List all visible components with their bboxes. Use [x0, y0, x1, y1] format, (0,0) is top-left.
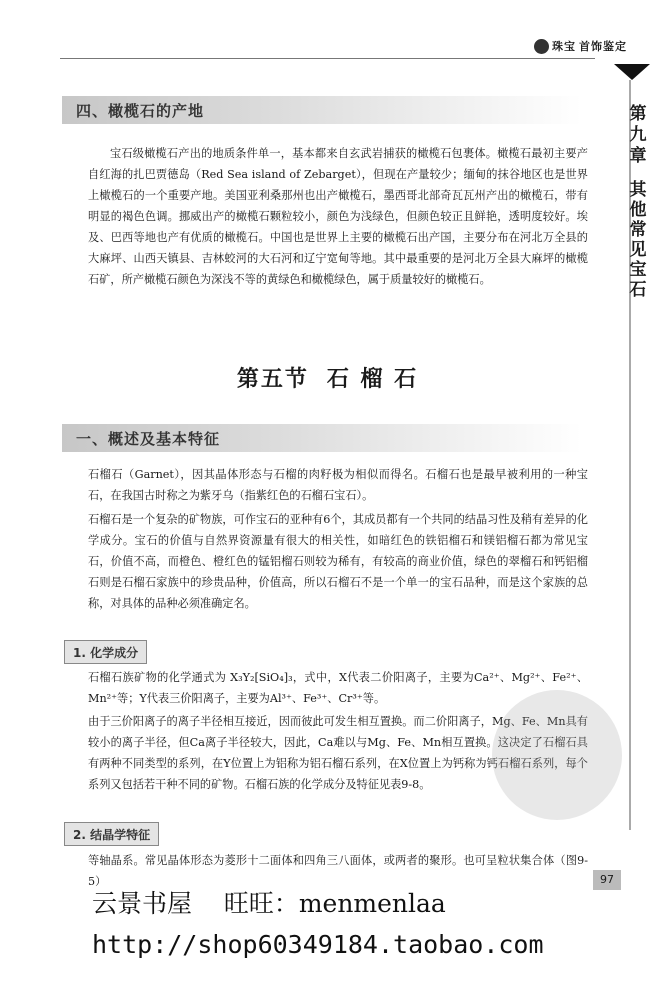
paragraph-garnet-intro: 石榴石（Garnet），因其晶体形态与石榴的肉籽极为相似而得名。石榴石也是最早被利用的一种宝石，在我国古时称之为紫牙乌（指紫红色的石榴石宝石）。	[88, 468, 588, 502]
side-chapter-label: 第九章	[629, 104, 647, 166]
header-divider	[60, 58, 595, 59]
header-book-title: 首饰鉴定	[579, 40, 627, 53]
tag-chemistry: 1. 化学成分	[64, 640, 147, 664]
paragraph-olivine-origin: 宝石级橄榄石产出的地质条件单一，基本都来自玄武岩捕获的橄榄石包裹体。橄榄石最初主要产自红海的扎巴贾德岛（Red Sea island of Zebarget），但现在产量较少；缅甸的抹谷地区也是世界上橄榄石的一个重要产地。美国亚利桑那州也出产橄榄石，墨西哥北部奇瓦瓦州产出的橄榄石，带有明显的褐色色调。挪威出产的橄榄石颗粒较小，颜色为浅绿色，但颜色较正且鲜艳，透明度较好。埃及、巴西等地也产有优质的橄榄石。中国也是世界上主要的橄榄石出产国，主要分布在河北万全县的大麻坪、山西天镇县、吉林蛟河的大石河和辽宁宽甸等地。其中最重要的是河北万全县大麻坪的橄榄石矿，所产橄榄石颜色为深浅不等的黄绿色和橄榄绿色，属于质量较好的橄榄石。	[88, 147, 588, 286]
shop-contact: 旺旺：menmenlaa	[223, 889, 446, 918]
shop-name: 云景书屋	[92, 889, 193, 918]
paragraph-crystal-system: 等轴晶系。常见晶体形态为菱形十二面体和四角三八面体，或两者的聚形。也可呈粒状集合体（图9-5）	[88, 854, 588, 888]
shop-overlay-line	[92, 884, 446, 920]
tag-crystallography: 2. 结晶学特征	[64, 822, 159, 846]
section-name: 石 榴 石	[326, 367, 419, 392]
paragraph-chemical-formula: 石榴石族矿物的化学通式为 X₃Y₂[SiO₄]₃，式中，X代表二价阳离子，主要为Ca²⁺、Mg²⁺、Fe²⁺、Mn²⁺等；Y代表三价阳离子，主要为Al³⁺、Fe³⁺、Cr³⁺等。	[88, 671, 588, 705]
header-badge-label: 珠宝	[552, 40, 576, 53]
paragraph-garnet-family: 石榴石是一个复杂的矿物族，可作宝石的亚种有6个，其成员都有一个共同的结晶习性及稍有差异的化学成分。宝石的价值与自然界资源量有很大的相关性，如暗红色的铁铝榴石和镁铝榴石都为常见宝石，价值不高，而橙色、橙红色的锰铝榴石则较为稀有，有较高的商业价值，绿色的翠榴石和钙铝榴石则是石榴石家族中的珍贵品种，价值高，所以石榴石不是一个单一的宝石品种，而是这个家族的总称，对具体的品种必须准确定名。	[88, 513, 588, 610]
watermark-stamp	[492, 690, 622, 820]
side-chapter-title: 其他常见宝石	[629, 180, 647, 300]
diamond-icon	[614, 64, 650, 80]
paragraph-ion-substitution: 由于三价阳离子的离子半径相互接近，因而彼此可发生相互置换。而二价阳离子，Mg、Fe、Mn具有较小的离子半径，但Ca离子半径较大，因此，Ca难以与Mg、Fe、Mn相互置换。这决定了石榴石具有两种不同类型的系列，在Y位置上为铝称为铝石榴石系列，在X位置上为钙称为钙石榴石系列，每个系列又包括若干种不同的矿物。石榴石族的化学成分及特征见表9-8。	[88, 715, 588, 791]
running-header	[534, 38, 627, 54]
heading-overview: 一、概述及基本特征	[62, 424, 582, 452]
header-badge-icon	[534, 39, 549, 54]
shop-url: http://shop60349184.taobao.com	[92, 930, 544, 959]
heading-olivine-origin: 四、橄榄石的产地	[62, 96, 582, 124]
section-number: 第五节	[236, 367, 309, 392]
page-number: 97	[593, 870, 621, 890]
section-title	[0, 362, 655, 393]
